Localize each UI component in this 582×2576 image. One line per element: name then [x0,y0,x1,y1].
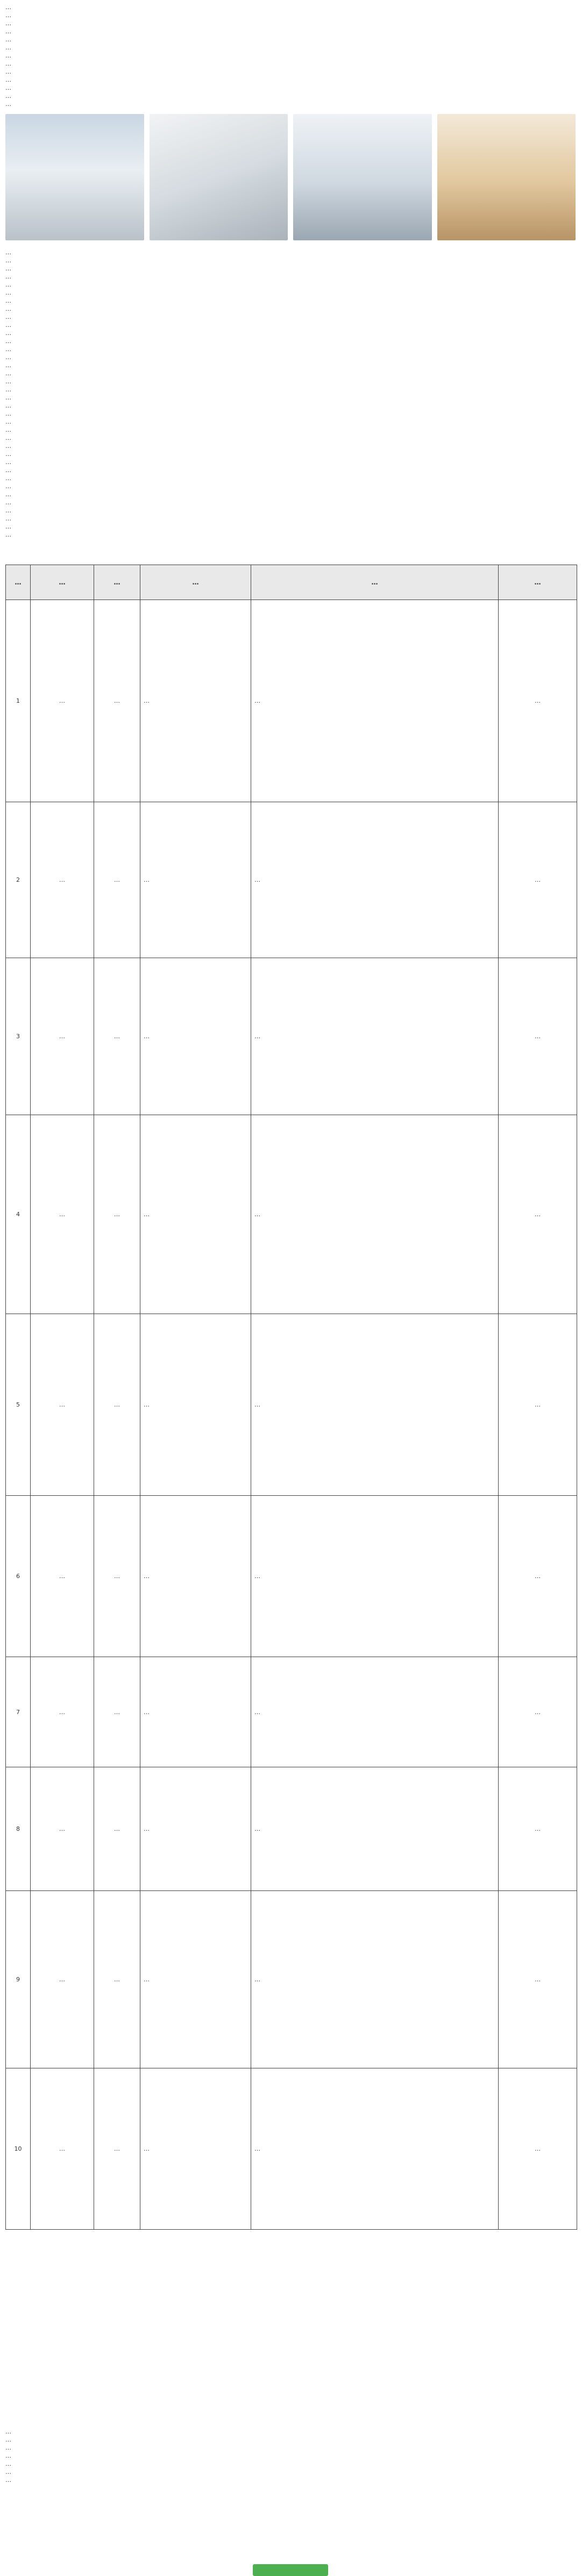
row-number: 3 [6,958,31,1115]
section-line: … [5,257,11,264]
education: … [94,1115,140,1314]
contact-line: … [5,2428,11,2435]
intro-line: … [5,12,11,19]
section-line: … [5,297,11,304]
section-line: … [5,313,11,320]
section-line: … [5,410,11,417]
contact-line: … [5,2460,11,2467]
table-row [6,2068,577,2230]
company-intro [5,3,577,108]
duties: … [251,1657,499,1767]
table-row [6,1891,577,2068]
intro-line: … [5,101,11,108]
section-line: … [5,378,11,385]
duties: … [251,958,499,1115]
section-line: … [5,338,11,345]
major: … [140,802,251,958]
section-line: … [5,515,11,522]
duties: … [251,1891,499,2068]
col-header: … [251,565,499,600]
table-header-row [6,565,577,600]
duties: … [251,802,499,958]
section-line: … [5,507,11,514]
work-location: … [499,1767,577,1891]
post-name: … [31,1767,94,1891]
education: … [94,1314,140,1496]
post-name: … [31,1891,94,2068]
section-line: … [5,451,11,458]
table-row [6,600,577,802]
row-number: 7 [6,1657,31,1767]
duties: … [251,1115,499,1314]
col-header: … [140,565,251,600]
row-number: 10 [6,2068,31,2230]
table-row [6,958,577,1115]
major: … [140,1496,251,1657]
post-name: … [31,1314,94,1496]
post-name: … [31,1496,94,1657]
row-number: 1 [6,600,31,802]
section-line: … [5,443,11,449]
education: … [94,1767,140,1891]
intro-line: … [5,92,11,99]
company-photos [5,114,576,240]
education: … [94,802,140,958]
major: … [140,1891,251,2068]
col-header: … [94,565,140,600]
section-line: … [5,281,11,288]
education: … [94,958,140,1115]
job-table [5,565,577,2230]
section-line: … [5,330,11,337]
duties: … [251,1314,499,1496]
section-line: … [5,346,11,353]
intro-line: … [5,76,11,83]
row-number: 8 [6,1767,31,1891]
section-line: … [5,394,11,401]
intro-line: … [5,20,11,27]
section-line: … [5,434,11,441]
office-photo [150,114,288,240]
work-location: … [499,1115,577,1314]
section-line: … [5,322,11,329]
duties: … [251,600,499,802]
section-line: … [5,386,11,393]
education: … [94,600,140,802]
major: … [140,1314,251,1496]
post-name: … [31,2068,94,2230]
section-line: … [5,475,11,482]
bottom-action-bar[interactable] [253,2564,328,2576]
contact-line: … [5,2444,11,2451]
intro-line: … [5,4,11,11]
contact-line: … [5,2477,11,2484]
major: … [140,1115,251,1314]
section-line: … [5,362,11,369]
work-location: … [499,2068,577,2230]
building-photo [5,114,144,240]
education: … [94,1496,140,1657]
intro-line: … [5,28,11,35]
section-line: … [5,523,11,530]
post-name: … [31,958,94,1115]
major: … [140,958,251,1115]
major: … [140,1657,251,1767]
education: … [94,2068,140,2230]
section-line: … [5,491,11,498]
contact-line: … [5,2468,11,2475]
post-name: … [31,1657,94,1767]
col-header: … [6,565,31,600]
section-line: … [5,354,11,361]
work-location: … [499,802,577,958]
table-row [6,1657,577,1767]
contact-line: … [5,2436,11,2443]
section-line: … [5,499,11,506]
table-row [6,1496,577,1657]
table-row [6,1314,577,1496]
post-name: … [31,802,94,958]
major: … [140,2068,251,2230]
section-line: … [5,483,11,490]
row-number: 2 [6,802,31,958]
contact-section [5,2428,577,2484]
major: … [140,1767,251,1891]
section-line: … [5,467,11,474]
section-line: … [5,273,11,280]
post-name: … [31,1115,94,1314]
intro-line: … [5,36,11,43]
lab-photo [293,114,432,240]
recruitment-sections [5,248,577,539]
work-location: … [499,1891,577,2068]
intro-line: … [5,60,11,67]
duties: … [251,1496,499,1657]
major: … [140,600,251,802]
section-line: … [5,402,11,409]
duties: … [251,2068,499,2230]
work-location: … [499,1496,577,1657]
section-line: … [5,289,11,296]
section-line: … [5,459,11,466]
row-number: 4 [6,1115,31,1314]
col-header: … [31,565,94,600]
section-line: … [5,426,11,433]
contact-line: … [5,2452,11,2459]
col-header: … [499,565,577,600]
intro-line: … [5,52,11,59]
section-line: … [5,531,11,538]
table-row [6,1115,577,1314]
section-line: … [5,265,11,272]
table-row [6,1767,577,1891]
work-location: … [499,1314,577,1496]
table-row [6,802,577,958]
education: … [94,1657,140,1767]
row-number: 5 [6,1314,31,1496]
intro-line: … [5,68,11,75]
intro-line: … [5,44,11,51]
section-line: … [5,418,11,425]
work-location: … [499,1657,577,1767]
section-line: … [5,249,11,256]
education: … [94,1891,140,2068]
post-name: … [31,600,94,802]
row-number: 9 [6,1891,31,2068]
duties: … [251,1767,499,1891]
section-line: … [5,305,11,312]
canteen-photo [437,114,576,240]
section-line: … [5,370,11,377]
row-number: 6 [6,1496,31,1657]
intro-line: … [5,84,11,91]
work-location: … [499,958,577,1115]
work-location: … [499,600,577,802]
